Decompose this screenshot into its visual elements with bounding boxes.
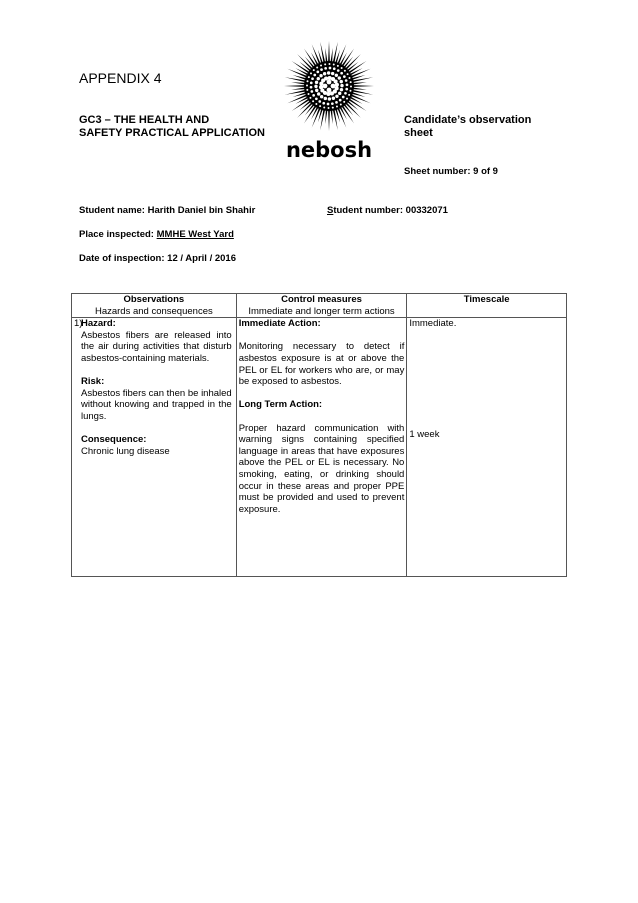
consequence-text: Chronic lung disease — [81, 445, 170, 457]
logo-dot — [330, 91, 334, 95]
logo-dot — [331, 84, 336, 89]
logo-dot — [331, 72, 334, 75]
logo-dot — [322, 102, 325, 105]
logo-dot — [329, 67, 332, 70]
logo-dot — [323, 84, 328, 89]
logo-dot — [323, 106, 325, 108]
logo-dot — [319, 74, 322, 77]
timescale-immediate: Immediate. — [409, 318, 457, 330]
logo-dot — [336, 106, 338, 108]
header-control-title: Control measures — [281, 294, 362, 305]
logo-dot — [335, 83, 339, 87]
date-label: Date of inspection: — [79, 253, 168, 264]
sheet-number: Sheet number: 9 of 9 — [404, 166, 498, 177]
logo-dot — [318, 100, 321, 103]
logo-dot — [315, 103, 317, 105]
logo-dot — [341, 67, 343, 69]
hazard-text: Asbestos fibers are released into the air during activities that disturb asbestos-containing materials. — [81, 329, 232, 364]
logo-dot — [314, 85, 317, 88]
logo-dot — [331, 102, 334, 105]
logo-dot — [310, 82, 313, 85]
logo-dot — [316, 71, 319, 74]
timescale-long-term: 1 week — [409, 429, 440, 441]
logo-dot — [335, 74, 338, 77]
course-title — [79, 114, 265, 140]
hazard-label: Hazard: — [81, 318, 116, 330]
risk-label: Risk: — [81, 376, 105, 388]
logo-dot — [344, 70, 346, 72]
logo-dot — [342, 96, 345, 99]
logo-dot — [340, 88, 343, 91]
logo-dot — [308, 76, 310, 78]
logo-dot — [340, 80, 343, 83]
student-name-value: Harith Daniel bin Shahir — [147, 205, 256, 216]
logo-dot — [346, 83, 349, 86]
sheet-title-line1: Candidate’s observation — [404, 114, 532, 126]
consequence-label: Consequence: — [81, 434, 147, 446]
logo-dot — [328, 97, 331, 100]
logo-dot — [308, 93, 310, 95]
date-of-inspection — [79, 253, 236, 264]
logo-dot — [306, 89, 308, 91]
header-timescale-title: Timescale — [463, 294, 510, 305]
logo-dot — [349, 77, 351, 79]
logo-dot — [317, 92, 320, 95]
place-inspected — [79, 229, 234, 240]
header-control-measures — [236, 294, 407, 318]
logo-dot — [346, 98, 348, 100]
logo-dot — [311, 77, 314, 80]
student-name — [79, 205, 255, 216]
logo-dot — [328, 63, 330, 65]
logo-dot — [333, 64, 335, 66]
header-control-sub: Immediate and longer term actions — [248, 305, 395, 317]
logo-dot — [320, 95, 323, 98]
logo-dot — [338, 92, 341, 95]
row-number: 1) — [74, 318, 83, 330]
logo-dot — [350, 85, 352, 87]
header-observations-title: Observations — [123, 294, 185, 305]
logo-dot — [337, 69, 340, 72]
header-timescale — [407, 294, 567, 318]
logo-dot — [332, 97, 335, 100]
logo-ray — [328, 108, 330, 131]
immediate-action-text: Monitoring necessary to detect if asbestos exposure is at or above the PEL or EL for workers who are, or may be exposed to asbestos. — [238, 341, 405, 388]
logo-dot — [348, 94, 350, 96]
student-number — [327, 205, 448, 216]
logo-dot — [324, 97, 327, 100]
logo-dot — [327, 103, 330, 106]
sunburst-logo-icon — [279, 40, 379, 160]
logo-dot — [315, 97, 318, 100]
header-observations — [72, 294, 237, 318]
appendix-title: APPENDIX 4 — [79, 70, 162, 86]
logo-dot — [310, 72, 312, 74]
logo-ray — [284, 85, 307, 87]
logo-dot — [337, 65, 339, 67]
place-inspected-value: MMHE West Yard — [156, 229, 234, 240]
student-number-value: 00332071 — [405, 205, 448, 216]
student-number-label: tudent number: — [333, 205, 406, 216]
logo-dot — [319, 85, 323, 89]
observation-table — [71, 293, 567, 577]
course-title-line2: SAFETY PRACTICAL APPLICATION — [79, 127, 265, 139]
logo-dot — [320, 65, 322, 67]
logo-dot — [327, 88, 332, 93]
logo-dot — [307, 80, 309, 82]
logo-dot — [349, 90, 351, 92]
immediate-action-label: Immediate Action: — [238, 318, 321, 330]
logo-dot — [327, 80, 332, 85]
logo-dot — [317, 77, 320, 80]
logo-dot — [327, 71, 330, 74]
logo-dot — [312, 94, 315, 97]
logo-dot — [340, 104, 342, 106]
logo-dot — [324, 67, 327, 70]
control-measures-cell — [236, 318, 407, 577]
logo-dot — [335, 101, 338, 104]
logo-ray — [351, 85, 374, 87]
logo-dot — [320, 68, 323, 71]
logo-dot — [340, 72, 343, 75]
logo-dot — [340, 84, 343, 87]
logo-dot — [347, 73, 349, 75]
logo-dot — [344, 92, 347, 95]
logo-dot — [343, 101, 345, 103]
logo-dot — [338, 76, 341, 79]
logo-dot — [335, 95, 338, 98]
table-row — [72, 318, 567, 577]
header-observations-sub: Hazards and consequences — [94, 305, 213, 317]
observations-cell — [72, 318, 237, 577]
logo-dot — [309, 97, 311, 99]
logo-dot — [315, 81, 318, 84]
timescale-cell — [407, 318, 567, 577]
logo-dot — [310, 86, 313, 89]
logo-dot — [324, 63, 326, 65]
sheet-title-line2: sheet — [404, 127, 433, 139]
logo-wordmark: nebosh — [285, 138, 373, 160]
logo-dot — [313, 74, 316, 77]
logo-dot — [345, 88, 348, 91]
long-term-action-label: Long Term Action: — [238, 399, 323, 411]
logo-dot — [323, 72, 326, 75]
logo-dot — [324, 77, 328, 81]
logo-dot — [313, 69, 315, 71]
sheet-title — [404, 114, 531, 140]
table-header-row — [72, 294, 567, 318]
logo-dot — [332, 107, 334, 109]
logo-dot — [328, 107, 330, 109]
place-inspected-label: Place inspected: — [79, 229, 157, 240]
course-title-line1: GC3 – THE HEALTH AND — [79, 114, 210, 126]
logo-dot — [345, 79, 348, 82]
logo-dot — [333, 67, 336, 70]
logo-dot — [306, 85, 308, 87]
logo-dot — [319, 105, 321, 107]
long-term-action-text: Proper hazard communication with warning signs containing specified language in areas that have exposures above the PEL or EL is necessary. No smoking, eating, or drinking should occur in these areas and proper PPE must be provided and used to prevent exposure. — [238, 422, 405, 515]
logo-dot — [343, 75, 346, 78]
student-name-label: Student name: — [79, 205, 148, 216]
nebosh-logo — [279, 40, 379, 160]
student-number-label-initial: S — [327, 205, 334, 216]
logo-ray — [328, 41, 330, 64]
logo-dot — [350, 81, 352, 83]
risk-text: Asbestos fibers can then be inhaled without knowing and trapped in the lungs. — [81, 387, 232, 422]
logo-dot — [339, 99, 342, 102]
logo-dot — [316, 66, 318, 68]
logo-dot — [311, 90, 314, 93]
logo-dot — [315, 89, 318, 92]
date-value: 12 / April / 2016 — [167, 253, 236, 264]
logo-dot — [312, 100, 314, 102]
